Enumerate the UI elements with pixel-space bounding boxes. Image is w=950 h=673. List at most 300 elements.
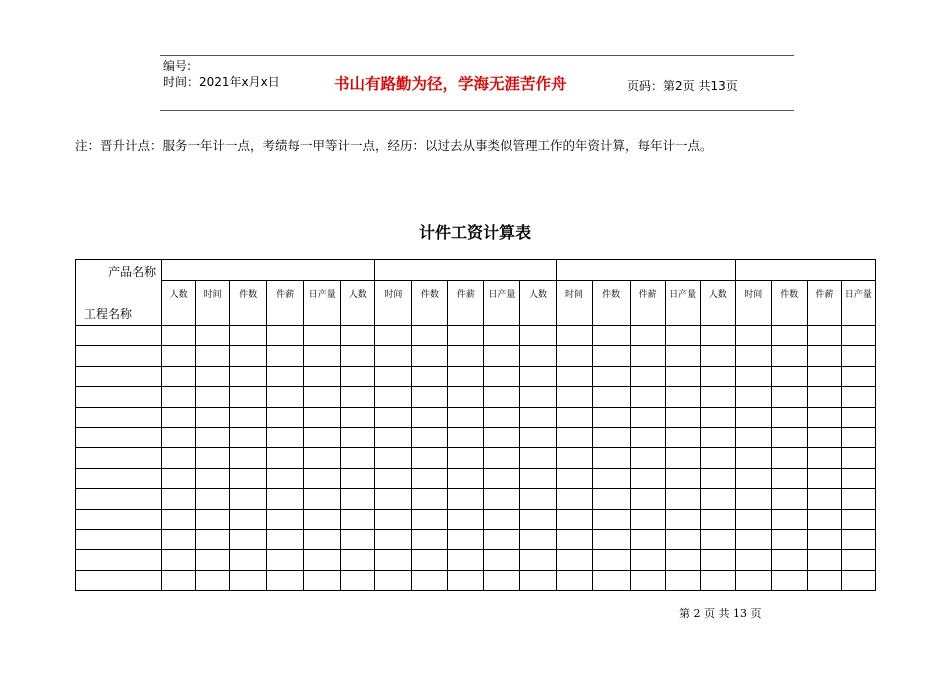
table-cell[interactable]	[841, 550, 875, 570]
table-cell[interactable]	[807, 366, 841, 386]
table-cell[interactable]	[665, 529, 700, 549]
table-cell[interactable]	[841, 387, 875, 407]
table-cell[interactable]	[196, 326, 230, 346]
table-cell[interactable]	[375, 326, 412, 346]
table-cell[interactable]	[162, 346, 196, 366]
table-cell[interactable]	[484, 366, 520, 386]
table-cell[interactable]	[700, 366, 735, 386]
table-cell[interactable]	[162, 529, 196, 549]
table-cell[interactable]	[267, 427, 304, 447]
table-cell[interactable]	[375, 448, 412, 468]
table-cell[interactable]	[592, 366, 630, 386]
table-cell[interactable]	[267, 387, 304, 407]
col-header: 件薪	[448, 281, 484, 326]
table-cell[interactable]	[196, 448, 230, 468]
table-cell[interactable]	[592, 387, 630, 407]
table-cell[interactable]	[196, 366, 230, 386]
table-cell[interactable]	[841, 509, 875, 529]
table-cell[interactable]	[230, 326, 267, 346]
table-cell[interactable]	[700, 346, 735, 366]
table-cell[interactable]	[592, 448, 630, 468]
table-cell[interactable]	[304, 468, 341, 488]
table-cell[interactable]	[771, 366, 807, 386]
table-cell[interactable]	[700, 427, 735, 447]
table-cell[interactable]	[592, 326, 630, 346]
table-cell[interactable]	[735, 326, 771, 346]
table-cell[interactable]	[556, 326, 592, 346]
table-cell[interactable]	[196, 427, 230, 447]
table-cell[interactable]	[630, 468, 665, 488]
table-cell[interactable]	[520, 407, 556, 427]
table-cell[interactable]	[341, 529, 375, 549]
col-header: 件薪	[630, 281, 665, 326]
table-cell[interactable]	[735, 427, 771, 447]
table-cell[interactable]	[700, 529, 735, 549]
table-title: 计件工资计算表	[418, 223, 531, 242]
product-group-cell[interactable]	[735, 260, 875, 281]
table-cell[interactable]	[807, 346, 841, 366]
table-cell[interactable]	[771, 570, 807, 590]
table-cell[interactable]	[412, 509, 448, 529]
product-group-cell[interactable]	[556, 260, 735, 281]
table-cell[interactable]	[484, 387, 520, 407]
document-date: 时间：2021年x月x日	[163, 75, 280, 89]
process-name-cell[interactable]	[76, 427, 162, 447]
table-cell[interactable]	[771, 346, 807, 366]
table-cell[interactable]	[841, 346, 875, 366]
table-cell[interactable]	[162, 468, 196, 488]
table-cell[interactable]	[230, 346, 267, 366]
table-cell[interactable]	[807, 550, 841, 570]
table-cell[interactable]	[267, 326, 304, 346]
table-cell[interactable]	[807, 489, 841, 509]
table-cell[interactable]	[230, 448, 267, 468]
table-cell[interactable]	[162, 387, 196, 407]
table-cell[interactable]	[267, 468, 304, 488]
table-cell[interactable]	[375, 550, 412, 570]
table-cell[interactable]	[267, 407, 304, 427]
table-cell[interactable]	[630, 570, 665, 590]
table-cell[interactable]	[841, 468, 875, 488]
table-cell[interactable]	[412, 366, 448, 386]
table-cell[interactable]	[304, 326, 341, 346]
table-cell[interactable]	[162, 427, 196, 447]
table-cell[interactable]	[665, 489, 700, 509]
table-cell[interactable]	[230, 529, 267, 549]
table-cell[interactable]	[630, 407, 665, 427]
table-cell[interactable]	[267, 366, 304, 386]
table-cell[interactable]	[375, 427, 412, 447]
table-cell[interactable]	[375, 366, 412, 386]
table-cell[interactable]	[341, 387, 375, 407]
table-cell[interactable]	[484, 346, 520, 366]
table-cell[interactable]	[448, 448, 484, 468]
table-cell[interactable]	[700, 326, 735, 346]
table-cell[interactable]	[341, 448, 375, 468]
table-cell[interactable]	[230, 509, 267, 529]
table-cell[interactable]	[230, 468, 267, 488]
table-cell[interactable]	[735, 570, 771, 590]
table-cell[interactable]	[735, 346, 771, 366]
table-cell[interactable]	[341, 326, 375, 346]
table-cell[interactable]	[807, 427, 841, 447]
table-cell[interactable]	[700, 489, 735, 509]
table-cell[interactable]	[484, 509, 520, 529]
table-cell[interactable]	[665, 427, 700, 447]
table-cell[interactable]	[230, 570, 267, 590]
table-cell[interactable]	[520, 366, 556, 386]
col-header: 时间	[196, 281, 230, 326]
table-cell[interactable]	[771, 387, 807, 407]
table-cell[interactable]	[375, 509, 412, 529]
table-cell[interactable]	[556, 529, 592, 549]
table-cell[interactable]	[735, 366, 771, 386]
promotion-note: 注：晋升计点：服务一年计一点，考绩每一甲等计一点，经历：以过去从事类似管理工作的年资计算，每年计一点。	[75, 138, 713, 153]
table-cell[interactable]	[841, 427, 875, 447]
table-cell[interactable]	[771, 326, 807, 346]
table-cell[interactable]	[841, 326, 875, 346]
table-cell[interactable]	[807, 448, 841, 468]
table-cell[interactable]	[665, 570, 700, 590]
table-cell[interactable]	[665, 509, 700, 529]
table-cell[interactable]	[841, 570, 875, 590]
col-header: 人数	[341, 281, 375, 326]
table-cell[interactable]	[665, 387, 700, 407]
table-cell[interactable]	[700, 509, 735, 529]
table-row	[76, 387, 876, 407]
col-header: 人数	[700, 281, 735, 326]
table-cell[interactable]	[448, 326, 484, 346]
table-cell[interactable]	[592, 570, 630, 590]
table-cell[interactable]	[771, 509, 807, 529]
table-cell[interactable]	[267, 448, 304, 468]
table-cell[interactable]	[484, 468, 520, 488]
table-cell[interactable]	[630, 489, 665, 509]
col-header: 日产量	[304, 281, 341, 326]
process-name-cell[interactable]	[76, 468, 162, 488]
table-cell[interactable]	[304, 427, 341, 447]
table-cell[interactable]	[448, 550, 484, 570]
table-cell[interactable]	[448, 468, 484, 488]
table-cell[interactable]	[735, 509, 771, 529]
table-cell[interactable]	[630, 326, 665, 346]
table-cell[interactable]	[592, 427, 630, 447]
table-cell[interactable]	[665, 468, 700, 488]
table-cell[interactable]	[341, 489, 375, 509]
table-cell[interactable]	[341, 407, 375, 427]
header-slogan: 书山有路勤为径，学海无涯苦作舟	[334, 75, 567, 93]
table-cell[interactable]	[412, 489, 448, 509]
table-cell[interactable]	[412, 529, 448, 549]
process-name-cell[interactable]	[76, 326, 162, 346]
table-cell[interactable]	[304, 407, 341, 427]
table-cell[interactable]	[230, 366, 267, 386]
table-cell[interactable]	[412, 346, 448, 366]
table-cell[interactable]	[807, 387, 841, 407]
table-cell[interactable]	[520, 509, 556, 529]
table-cell[interactable]	[735, 489, 771, 509]
table-cell[interactable]	[484, 529, 520, 549]
table-cell[interactable]	[341, 366, 375, 386]
table-cell[interactable]	[375, 407, 412, 427]
process-name-cell[interactable]	[76, 570, 162, 590]
table-cell[interactable]	[700, 570, 735, 590]
table-row	[76, 529, 876, 549]
table-cell[interactable]	[162, 509, 196, 529]
process-name-cell[interactable]	[76, 448, 162, 468]
col-header: 时间	[735, 281, 771, 326]
table-cell[interactable]	[807, 468, 841, 488]
table-cell[interactable]	[304, 387, 341, 407]
page-indicator: 页码：第2页 共13页	[627, 79, 738, 93]
table-cell[interactable]	[520, 550, 556, 570]
process-name-cell[interactable]	[76, 366, 162, 386]
table-cell[interactable]	[412, 448, 448, 468]
table-cell[interactable]	[448, 387, 484, 407]
table-cell[interactable]	[375, 387, 412, 407]
table-cell[interactable]	[341, 570, 375, 590]
col-header: 人数	[162, 281, 196, 326]
process-name-cell[interactable]	[76, 387, 162, 407]
table-cell[interactable]	[700, 550, 735, 570]
table-cell[interactable]	[665, 407, 700, 427]
table-cell[interactable]	[520, 529, 556, 549]
table-cell[interactable]	[448, 427, 484, 447]
table-cell[interactable]	[735, 387, 771, 407]
table-cell[interactable]	[304, 529, 341, 549]
table-cell[interactable]	[665, 448, 700, 468]
table-cell[interactable]	[665, 346, 700, 366]
table-cell[interactable]	[771, 407, 807, 427]
table-cell[interactable]	[196, 468, 230, 488]
table-cell[interactable]	[412, 407, 448, 427]
table-cell[interactable]	[630, 550, 665, 570]
table-cell[interactable]	[735, 550, 771, 570]
table-cell[interactable]	[196, 529, 230, 549]
table-cell[interactable]	[841, 529, 875, 549]
col-header: 件数	[412, 281, 448, 326]
table-cell[interactable]	[665, 550, 700, 570]
table-cell[interactable]	[700, 468, 735, 488]
table-cell[interactable]	[807, 326, 841, 346]
table-cell[interactable]	[484, 427, 520, 447]
table-cell[interactable]	[771, 529, 807, 549]
table-cell[interactable]	[484, 407, 520, 427]
table-cell[interactable]	[341, 468, 375, 488]
table-cell[interactable]	[162, 407, 196, 427]
table-cell[interactable]	[520, 427, 556, 447]
table-cell[interactable]	[196, 509, 230, 529]
table-cell[interactable]	[267, 570, 304, 590]
table-cell[interactable]	[341, 550, 375, 570]
table-cell[interactable]	[556, 387, 592, 407]
col-header: 时间	[375, 281, 412, 326]
table-cell[interactable]	[771, 468, 807, 488]
table-cell[interactable]	[556, 346, 592, 366]
table-cell[interactable]	[267, 489, 304, 509]
process-name-cell[interactable]	[76, 509, 162, 529]
table-cell[interactable]	[230, 407, 267, 427]
table-cell[interactable]	[162, 489, 196, 509]
table-cell[interactable]	[520, 489, 556, 509]
table-cell[interactable]	[630, 448, 665, 468]
table-cell[interactable]	[304, 448, 341, 468]
table-cell[interactable]	[162, 366, 196, 386]
table-cell[interactable]	[448, 489, 484, 509]
table-cell[interactable]	[735, 468, 771, 488]
table-cell[interactable]	[556, 366, 592, 386]
table-cell[interactable]	[267, 529, 304, 549]
table-cell[interactable]	[448, 346, 484, 366]
table-cell[interactable]	[665, 366, 700, 386]
table-cell[interactable]	[484, 570, 520, 590]
table-cell[interactable]	[162, 448, 196, 468]
table-cell[interactable]	[375, 570, 412, 590]
table-cell[interactable]	[841, 366, 875, 386]
table-cell[interactable]	[556, 489, 592, 509]
table-cell[interactable]	[700, 448, 735, 468]
table-cell[interactable]	[412, 387, 448, 407]
table-cell[interactable]	[841, 407, 875, 427]
table-cell[interactable]	[630, 509, 665, 529]
table-cell[interactable]	[592, 509, 630, 529]
table-cell[interactable]	[520, 448, 556, 468]
table-cell[interactable]	[807, 570, 841, 590]
table-cell[interactable]	[520, 468, 556, 488]
table-cell[interactable]	[841, 448, 875, 468]
table-cell[interactable]	[196, 407, 230, 427]
table-cell[interactable]	[630, 529, 665, 549]
table-cell[interactable]	[448, 366, 484, 386]
table-cell[interactable]	[592, 407, 630, 427]
table-cell[interactable]	[484, 489, 520, 509]
table-cell[interactable]	[375, 489, 412, 509]
table-cell[interactable]	[556, 427, 592, 447]
table-cell[interactable]	[771, 427, 807, 447]
table-cell[interactable]	[735, 407, 771, 427]
table-cell[interactable]	[304, 489, 341, 509]
table-cell[interactable]	[196, 550, 230, 570]
table-cell[interactable]	[520, 326, 556, 346]
table-cell[interactable]	[700, 407, 735, 427]
product-group-cell[interactable]	[162, 260, 375, 281]
table-cell[interactable]	[267, 509, 304, 529]
table-cell[interactable]	[665, 326, 700, 346]
table-cell[interactable]	[630, 346, 665, 366]
table-cell[interactable]	[412, 550, 448, 570]
table-cell[interactable]	[484, 326, 520, 346]
table-cell[interactable]	[304, 550, 341, 570]
table-cell[interactable]	[630, 427, 665, 447]
table-cell[interactable]	[448, 509, 484, 529]
table-cell[interactable]	[267, 346, 304, 366]
table-cell[interactable]	[448, 529, 484, 549]
col-header: 件数	[771, 281, 807, 326]
table-cell[interactable]	[341, 427, 375, 447]
table-cell[interactable]	[448, 407, 484, 427]
table-cell[interactable]	[304, 366, 341, 386]
document-code-label: 编号:	[163, 59, 192, 73]
table-cell[interactable]	[807, 509, 841, 529]
table-cell[interactable]	[556, 570, 592, 590]
table-cell[interactable]	[304, 346, 341, 366]
page-footer: 第 2 页 共 13 页	[679, 607, 762, 620]
table-cell[interactable]	[807, 529, 841, 549]
table-cell[interactable]	[700, 387, 735, 407]
table-cell[interactable]	[556, 468, 592, 488]
process-name-cell[interactable]	[76, 529, 162, 549]
table-row	[76, 509, 876, 529]
table-cell[interactable]	[771, 489, 807, 509]
table-cell[interactable]	[304, 570, 341, 590]
table-cell[interactable]	[230, 550, 267, 570]
table-cell[interactable]	[630, 387, 665, 407]
table-cell[interactable]	[412, 468, 448, 488]
table-cell[interactable]	[196, 570, 230, 590]
table-cell[interactable]	[375, 529, 412, 549]
table-cell[interactable]	[520, 346, 556, 366]
process-name-cell[interactable]	[76, 346, 162, 366]
table-cell[interactable]	[162, 570, 196, 590]
table-cell[interactable]	[230, 427, 267, 447]
process-name-cell[interactable]	[76, 489, 162, 509]
table-cell[interactable]	[771, 550, 807, 570]
table-cell[interactable]	[375, 468, 412, 488]
table-cell[interactable]	[630, 366, 665, 386]
table-cell[interactable]	[230, 387, 267, 407]
process-name-cell[interactable]	[76, 407, 162, 427]
table-cell[interactable]	[592, 468, 630, 488]
table-cell[interactable]	[592, 550, 630, 570]
table-cell[interactable]	[556, 448, 592, 468]
table-cell[interactable]	[484, 550, 520, 570]
product-group-cell[interactable]	[375, 260, 556, 281]
table-cell[interactable]	[412, 570, 448, 590]
table-cell[interactable]	[196, 346, 230, 366]
table-cell[interactable]	[556, 509, 592, 529]
table-cell[interactable]	[162, 326, 196, 346]
table-cell[interactable]	[807, 407, 841, 427]
table-cell[interactable]	[592, 489, 630, 509]
table-cell[interactable]	[841, 489, 875, 509]
table-cell[interactable]	[484, 448, 520, 468]
table-cell[interactable]	[341, 509, 375, 529]
table-cell[interactable]	[196, 387, 230, 407]
process-name-cell[interactable]	[76, 550, 162, 570]
table-row	[76, 570, 876, 590]
table-cell[interactable]	[735, 529, 771, 549]
table-cell[interactable]	[556, 550, 592, 570]
table-cell[interactable]	[735, 448, 771, 468]
table-cell[interactable]	[162, 550, 196, 570]
table-cell[interactable]	[771, 448, 807, 468]
table-cell[interactable]	[412, 326, 448, 346]
table-cell[interactable]	[375, 346, 412, 366]
table-cell[interactable]	[412, 427, 448, 447]
table-cell[interactable]	[592, 529, 630, 549]
table-cell[interactable]	[520, 570, 556, 590]
table-cell[interactable]	[520, 387, 556, 407]
table-cell[interactable]	[230, 489, 267, 509]
piece-wage-table	[75, 259, 876, 591]
table-cell[interactable]	[592, 346, 630, 366]
table-cell[interactable]	[267, 550, 304, 570]
table-cell[interactable]	[448, 570, 484, 590]
table-cell[interactable]	[341, 346, 375, 366]
table-cell[interactable]	[556, 407, 592, 427]
table-cell[interactable]	[304, 509, 341, 529]
table-cell[interactable]	[196, 489, 230, 509]
